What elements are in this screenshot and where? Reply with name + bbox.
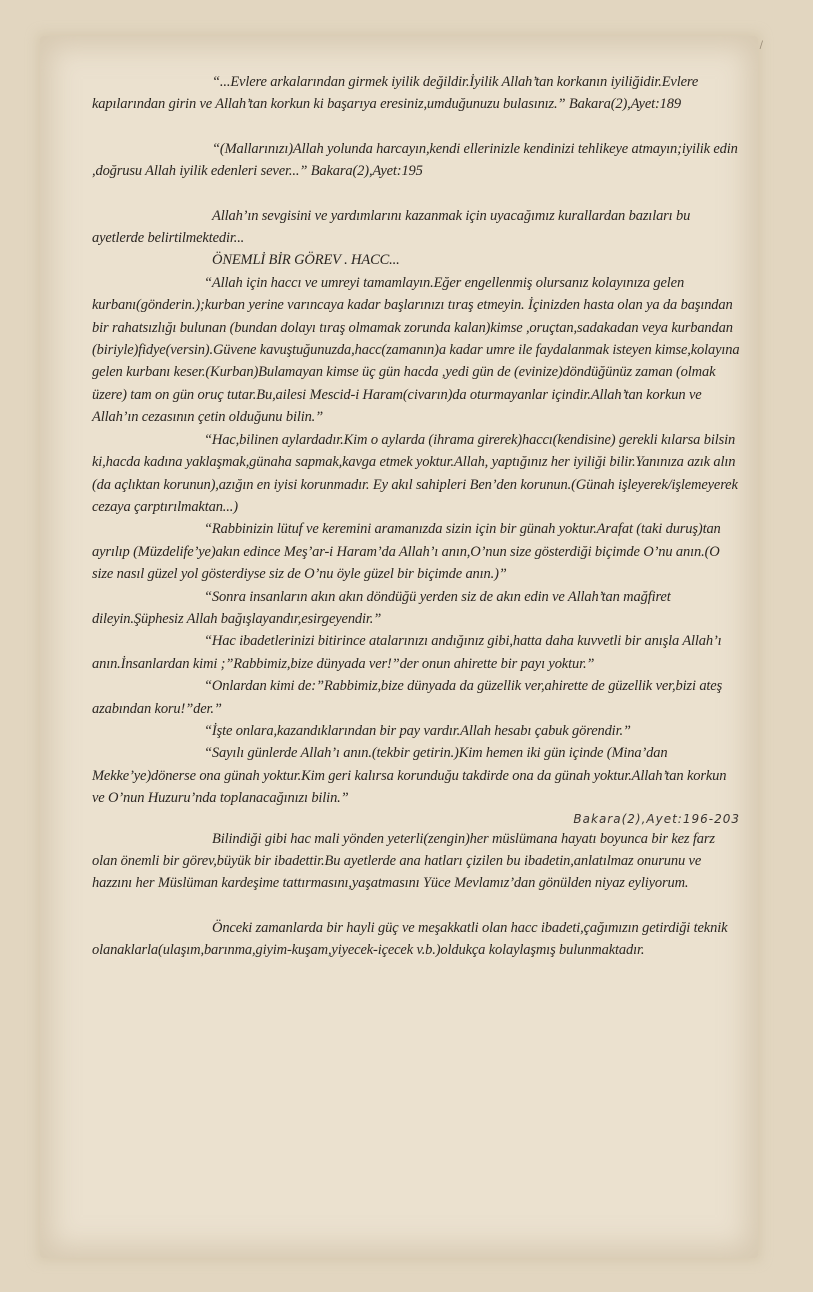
handwritten-reference: Bakara(2),Ayet:196-203: [573, 811, 740, 826]
verse-202: “İşte onlara,kazandıklarından bir pay vardır.Allah hesabı çabuk görendir.”: [204, 722, 631, 739]
verse-203: “Sayılı günlerde Allah’ı anın.(tekbir getirin.)Kim hemen iki gün içinde (Mina’dan Mekke’ye)dönerse ona günah yoktur.Kim geri kalırsa korunduğu takdirde ona da günah yoktur.Allah’tan korkun ve O’nun Huzuru’nda toplanacağınızı bilin.”: [92, 745, 727, 807]
document-body: [92, 71, 740, 962]
closing-paragraph: Bilindiği gibi hac mali yönden yeterli(zengin)her müslümana hayatı boyunca bir kez farz olan önemli bir görev,büyük bir ibadettir.Bu ayetlerde ana hatları çizilen bu ibadetin,anlatılmaz onurunu ve hazzını her Müslüman kardeşime tattırmasını,yaşatmasını Yüce Mevlamız’dan gönülden niyaz eyliyorum.: [92, 830, 715, 892]
edge-mark: /: [759, 40, 763, 51]
verse-197: “Hac,bilinen aylardadır.Kim o aylarda (ihrama girerek)haccı(kendisine) gerekli kılarsa bilsin ki,hacda kadına yaklaşmak,günaha sapmak,kavga etmek yoktur.Allah, yaptığınız her iyiliği bilir.Yanınıza azık alın (da açlıktan korunun),azığın en iyisi korunmadır. Ey akıl sahipleri Ben’den korunun.(Günah işleyerek/işlemeyerek cezaya çarptırılmaktan...): [92, 431, 738, 515]
verse-198: “Rabbinizin lütuf ve keremini aramanızda sizin için bir günah yoktur.Arafat (taki duruş)tan ayrılıp (Müzdelife’ye)akın edince Meş’ar-i Haram’da Allah’ı anın,O’nun size gösterdiği biçimde O’nu anın.(O size nasıl güzel yol gösterdiyse siz de O’nu öyle güzel bir biçimde anın.)”: [92, 521, 721, 583]
quote-bakara-189: “...Evlere arkalarından girmek iyilik değildir.İyilik Allah’tan korkanın iyiliğidir.Evlere kapılarından girin ve Allah’tan korkun ki başarıya eresiniz,umduğunuzu bulasınız.” Bakara(2),Ayet:189: [92, 74, 699, 113]
quote-bakara-195: “(Mallarınızı)Allah yolunda harcayın,kendi ellerinizle kendinizi tehlikeye atmayın;iyilik edin ,doğrusu Allah iyilik edenleri sever...” Bakara(2),Ayet:195: [92, 140, 738, 180]
verse-199: “Sonra insanların akın akın döndüğü yerden siz de akın edin ve Allah’tan mağfiret dileyin.Şüphesiz Allah bağışlayandır,esirgeyendir.”: [92, 588, 671, 627]
verse-196: “Allah için haccı ve umreyi tamamlayın.Eğer engellenmiş olursanız kolayınıza gelen kurbanı(gönderin.);kurban yerine varıncaya kadar başlarınızı tıraş etmeyin. İçinizden hasta olan ya da başından bir rahatsızlığı bulunan (bundan dolayı tıraş olmamak zorunda kalan)kimse ,oruçtan,sadakadan veya kurbandan (biriyle)fidye(versin).Güvene kavuştuğunuzda,hacc(zamanın)a kadar umre ile faydalanmak isteyen kimse,kolayına gelen kurbanı keser.(Kurban)Bulamayan kimse üç gün hacda ,yedi gün de (evinize)döndüğünüz zaman (olmak üzere) tam on gün oruç tutar.Bu,ailesi Mescid-i Haram(civarın)da oturmayanlar içindir.Allah’tan korkun ve Allah’ın cezasının çetin olduğunu bilin.”: [92, 274, 740, 426]
verse-201: “Onlardan kimi de:”Rabbimiz,bize dünyada da güzellik ver,ahirette de güzellik ver,bizi ateş azabından koru!”der.”: [92, 678, 723, 717]
final-paragraph: Önceki zamanlarda bir hayli güç ve meşakkatli olan hacc ibadeti,çağımızın getirdiği teknik olanaklarla(ulaşım,barınma,giyim-kuşam,yiyecek-içecek v.b.)oldukça kolaylaşmış bulunmaktadır.: [92, 919, 728, 959]
section-heading: ÖNEMLİ BİR GÖREV . HACC...: [212, 252, 400, 269]
verse-200: “Hac ibadetlerinizi bitirince atalarınızı andığınız gibi,hatta daha kuvvetli bir anışla Allah’ı anın.İnsanlardan kimi ;”Rabbimiz,bize dünyada ver!”der onun ahirette bir payı yoktur.”: [92, 633, 722, 672]
intro-paragraph: Allah’ın sevgisini ve yardımlarını kazanmak için uyacağımız kurallardan bazıları bu ayetlerde belirtilmektedir...: [92, 207, 691, 247]
